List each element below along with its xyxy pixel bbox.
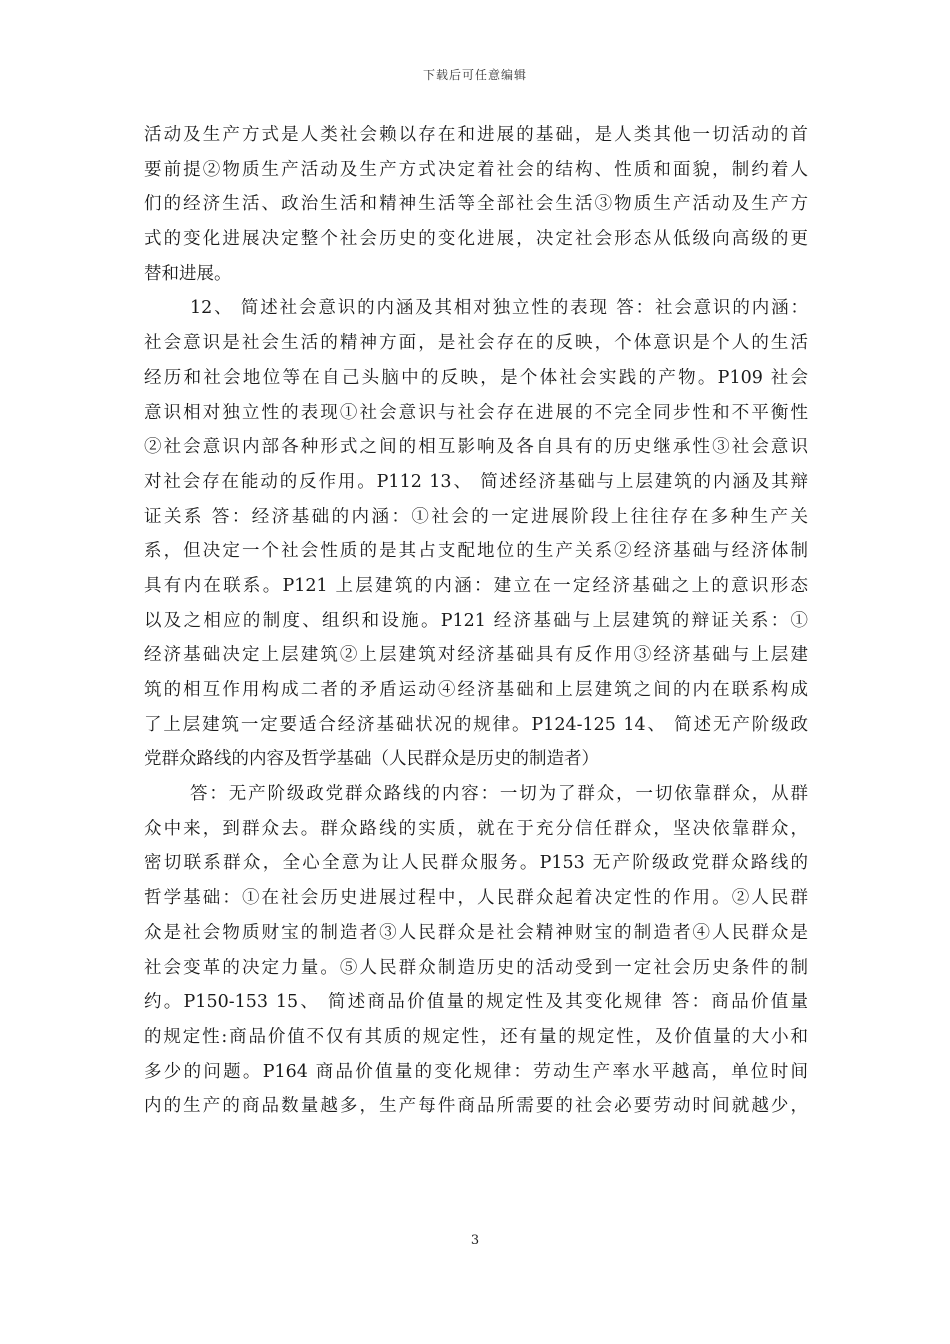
text-line: 意识相对独立性的表现①社会意识与社会存在进展的不完全同步性和不平衡性	[144, 402, 808, 423]
text-line: 众中来，到群众去。群众路线的实质，就在于充分信任群众，坚决依靠群众，	[144, 818, 808, 839]
text-line: 式的变化进展决定整个社会历史的变化进展，决定社会形态从低级向高级的更	[144, 229, 808, 250]
text-line: ②社会意识内部各种形式之间的相互影响及各自具有的历史继承性③社会意识	[144, 437, 808, 458]
text-line: 以及之相应的制度、组织和设施。P121 经济基础与上层建筑的辩证关系：①	[144, 610, 808, 631]
text-line: 了上层建筑一定要适合经济基础状况的规律。P124-125 14、 简述无产阶级政	[144, 714, 808, 735]
text-line: 替和进展。	[144, 263, 232, 284]
text-line: 对社会存在能动的反作用。P112 13、 简述经济基础与上层建筑的内涵及其辩	[144, 471, 808, 492]
text-line: 内的生产的商品数量越多，生产每件商品所需要的社会必要劳动时间就越少，	[144, 1096, 808, 1117]
text-line: 系，但决定一个社会性质的是其占支配地位的生产关系②经济基础与经济体制	[144, 541, 808, 562]
text-line: 筑的相互作用构成二者的矛盾运动④经济基础和上层建筑之间的内在联系构成	[144, 680, 808, 700]
text-line: 12、 简述社会意识的内涵及其相对独立性的表现 答：社会意识的内涵：	[190, 298, 808, 319]
text-line: 具有内在联系。P121 上层建筑的内涵：建立在一定经济基础之上的意识形态	[144, 575, 808, 596]
text-line: 的规定性:商品价值不仅有其质的规定性，还有量的规定性，及价值量的大小和	[144, 1026, 808, 1047]
text-line: 经济基础决定上层建筑②上层建筑对经济基础具有反作用③经济基础与上层建	[144, 645, 808, 666]
text-line: 经历和社会地位等在自己头脑中的反映，是个体社会实践的产物。P109 社会	[144, 367, 808, 388]
page-header: 下载后可任意编辑	[422, 68, 527, 82]
text-line: 社会意识是社会生活的精神方面，是社会存在的反映，个体意识是个人的生活	[144, 333, 808, 354]
page-number: 3	[470, 1233, 480, 1248]
text-line: 约。P150-153 15、 简述商品价值量的规定性及其变化规律 答：商品价值量	[144, 992, 808, 1013]
text-line: 党群众路线的内容及哲学基础（人民群众是历史的制造者）	[144, 749, 599, 770]
text-line: 证关系 答：经济基础的内涵：①社会的一定进展阶段上往往存在多种生产关	[144, 506, 808, 527]
text-line: 密切联系群众，全心全意为让人民群众服务。P153 无产阶级政党群众路线的	[144, 853, 808, 874]
text-line: 们的经济生活、政治生活和精神生活等全部社会生活③物质生产活动及生产方	[144, 194, 808, 215]
text-line: 社会变革的决定力量。⑤人民群众制造历史的活动受到一定社会历史条件的制	[144, 957, 808, 978]
text-line: 要前提②物质生产活动及生产方式决定着社会的结构、性质和面貌，制约着人	[144, 159, 808, 180]
document-body	[144, 118, 808, 1124]
text-line: 答：无产阶级政党群众路线的内容：一切为了群众，一切依靠群众，从群	[190, 784, 808, 805]
text-line: 多少的问题。P164 商品价值量的变化规律：劳动生产率水平越高，单位时间	[144, 1061, 808, 1082]
text-line: 众是社会物质财宝的制造者③人民群众是社会精神财宝的制造者④人民群众是	[144, 922, 808, 943]
text-line: 哲学基础：①在社会历史进展过程中，人民群众起着决定性的作用。②人民群	[144, 888, 808, 909]
text-line: 活动及生产方式是人类社会赖以存在和进展的基础，是人类其他一切活动的首	[144, 125, 808, 145]
